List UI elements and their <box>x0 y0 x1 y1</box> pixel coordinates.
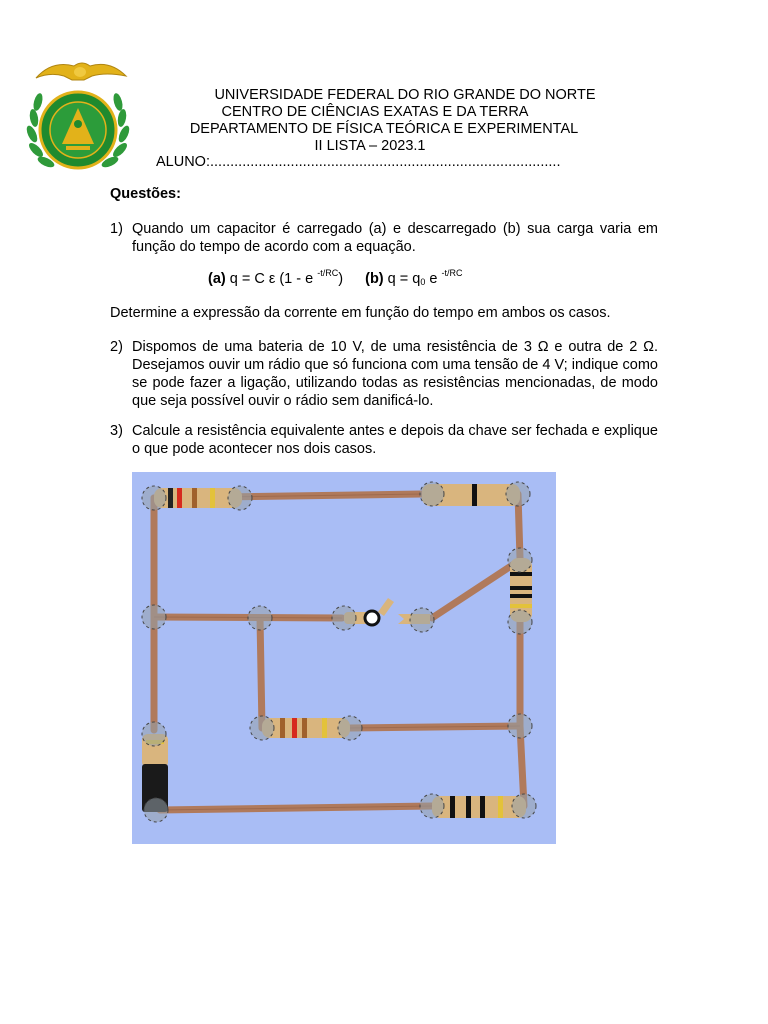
circuit-background <box>132 472 556 844</box>
questions-heading: Questões: <box>110 186 181 202</box>
question-2 <box>110 338 658 410</box>
center-name: CENTRO DE CIÊNCIAS EXATAS E DA TERRA <box>221 104 529 120</box>
question-3 <box>110 422 658 458</box>
question-1 <box>110 220 658 256</box>
department-name: DEPARTAMENTO DE FÍSICA TEÓRICA E EXPERIMENTAL <box>189 121 579 137</box>
equation-a-exponent: -t/RC <box>317 268 339 278</box>
equation-b-subscript: 0 <box>420 277 426 287</box>
university-name: UNIVERSIDADE FEDERAL DO RIO GRANDE DO NORTE <box>214 87 596 103</box>
charge-equations <box>208 268 462 287</box>
circuit-diagram <box>132 472 556 844</box>
equation-a-close: ) <box>338 271 344 287</box>
question-1-number: 1) <box>110 221 123 237</box>
equation-b-main: q = q <box>383 271 421 287</box>
question-3-text: Calcule a resistência equivalente antes e depois da chave ser fechada e explique o que pode acontecer nos dois casos. <box>132 423 658 457</box>
equation-b-label: (b) <box>365 271 384 287</box>
question-1-text: Quando um capacitor é carregado (a) e descarregado (b) sua carga varia em função do tempo de acordo com a equação. <box>132 221 658 255</box>
eagle-icon <box>36 63 126 80</box>
equation-b-exponent: -t/RC <box>441 268 463 278</box>
question-2-number: 2) <box>110 339 123 355</box>
question-2-text: Dispomos de uma bateria de 10 V, de uma resistência de 3 Ω e outra de 2 Ω. Desejamos ouvir um rádio que só funciona com uma tensão de 4 V; indique como se pode fazer a ligação, utilizando todas as resistências mencionadas, de modo que seja possível ouvir o rádio sem danificá-lo. <box>132 339 658 409</box>
university-seal-logo <box>22 58 134 180</box>
equation-b-e: e <box>425 271 442 287</box>
list-title: II LISTA – 2023.1 <box>314 138 426 154</box>
equation-a-main: q = C ε (1 - e <box>225 271 318 287</box>
resistor-middle <box>262 718 350 738</box>
student-name-field: ALUNO:....................................................................................... <box>156 154 561 170</box>
equation-a-label: (a) <box>208 271 226 287</box>
question-1-followup: Determine a expressão da corrente em função do tempo em ambos os casos. <box>110 305 611 321</box>
question-3-number: 3) <box>110 423 123 439</box>
